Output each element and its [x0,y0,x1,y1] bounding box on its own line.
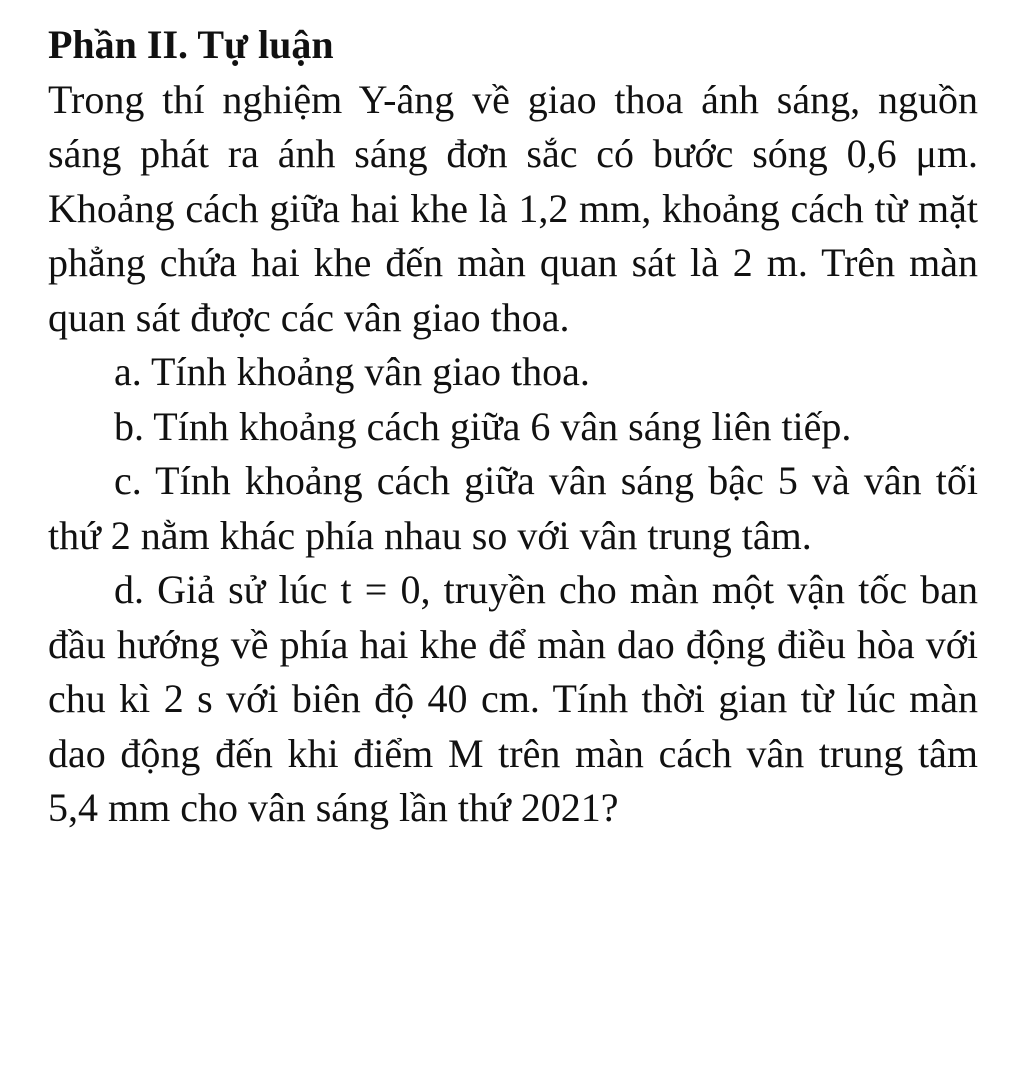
problem-text [48,18,978,836]
question-a: a. Tính khoảng vân giao thoa. [114,349,590,394]
problem-intro: Trong thí nghiệm Y-âng về giao thoa ánh sáng, nguồn sáng phát ra ánh sáng đơn sắc có bước sóng 0,6 μm. Khoảng cách giữa hai khe là 1,2 mm, khoảng cách từ mặt phẳng chứa hai khe đến màn quan sát là 2 m. Trên màn quan sát được các vân giao thoa. [48,76,978,340]
question-c: c. Tính khoảng cách giữa vân sáng bậc 5 và vân tối thứ 2 nằm khác phía nhau so với vân trung tâm. [48,458,978,558]
section-heading: Phần II. Tự luận [48,22,334,67]
question-b: b. Tính khoảng cách giữa 6 vân sáng liên tiếp. [114,403,852,449]
question-d: d. Giả sử lúc t = 0, truyền cho màn một vận tốc ban đầu hướng về phía hai khe để màn dao động điều hòa với chu kì 2 s với biên độ 40 cm. Tính thời gian từ lúc màn dao động đến khi điểm M trên màn cách vân trung tâm 5,4 mm cho vân sáng lần thứ 2021? [48,567,978,830]
